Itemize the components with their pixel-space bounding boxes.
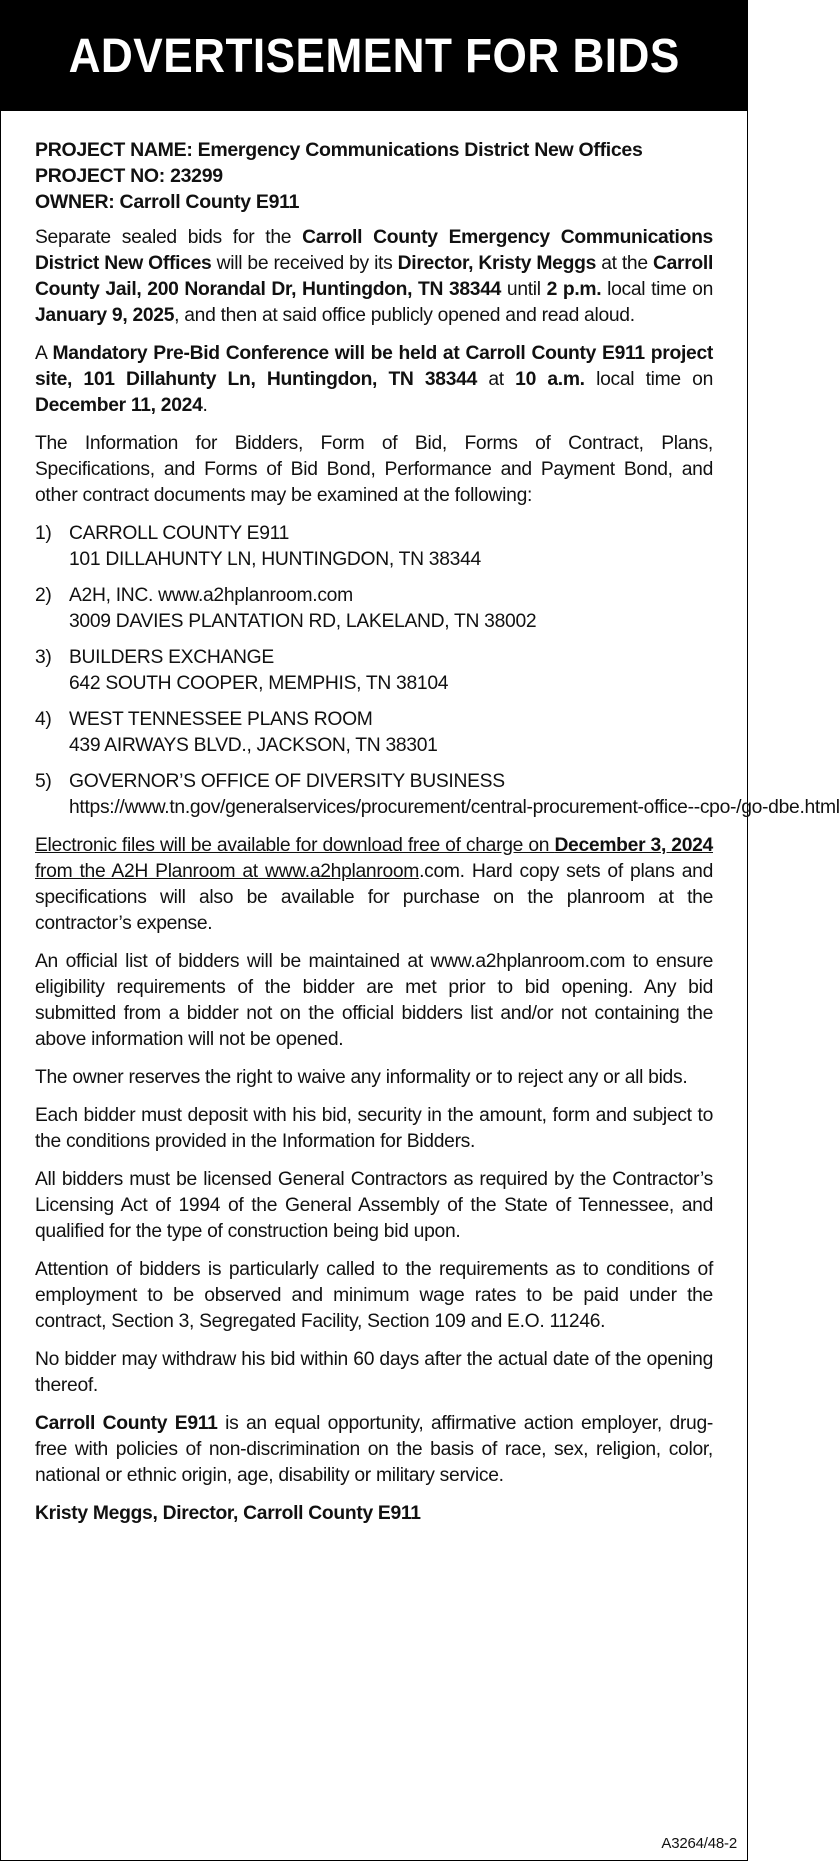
- owner-rights-paragraph: The owner reserves the right to waive any informality or to reject any or all bids.: [35, 1067, 688, 1088]
- project-header: [35, 137, 713, 215]
- documents-paragraph: The Information for Bidders, Form of Bid, Forms of Contract, Plans, Specifications, and Forms of Bid Bond, Performance and Payment Bond, and other contract documents may be examined at the following:: [35, 433, 713, 506]
- equal-opportunity-paragraph: Carroll County E911 is an equal opportunity, affirmative action employer, drug-free with policies of non-discrimination on the basis of race, sex, religion, color, national or ethnic origin, age, disability or military service.: [35, 1413, 713, 1486]
- bid-submission-paragraph: Separate sealed bids for the Carroll County Emergency Communications District New Offices will be received by its Director, Kristy Meggs at the Carroll County Jail, 200 Norandal Dr, Huntingdon, TN 38344 until 2 p.m. local time on January 9, 2025, and then at said office publicly opened and read aloud.: [35, 227, 714, 326]
- go-dbe-url: https://www.tn.gov/generalservices/procurement/central-procurement-office--cpo-/go-dbe.html: [69, 797, 840, 818]
- ad-code: A3264/48-2: [661, 1835, 737, 1852]
- official-bidders-paragraph: An official list of bidders will be maintained at www.a2hplanroom.com to ensure eligibility requirements of the bidder are met prior to bid opening. Any bid submitted from a bidder not on the official bidders list and/or not containing the above information will not be opened.: [35, 951, 713, 1050]
- employment-conditions-paragraph: Attention of bidders is particularly called to the requirements as to conditions of employment to be observed and minimum wage rates to be paid under the contract, Section 3, Segregated Facility, Section 109 and E.O. 11246.: [35, 1259, 713, 1332]
- list-item: 2) A2H, INC. www.a2hplanroom.com 3009 DAVIES PLANTATION RD, LAKELAND, TN 38002: [35, 585, 537, 632]
- document-locations-list: [35, 521, 840, 821]
- electronic-files-paragraph: Electronic files will be available for download free of charge on December 3, 2024 from the A2H Planroom at www.a2hplanroom.com. Hard copy sets of plans and specifications will also be available for purchase on the planroom at the contractor’s expense.: [35, 835, 713, 934]
- ad-body: [1, 111, 840, 1527]
- project-name: PROJECT NAME: Emergency Communications District New Offices: [35, 139, 643, 161]
- signature-line: Kristy Meggs, Director, Carroll County E911: [35, 1503, 421, 1524]
- ad-banner: [1, 1, 747, 111]
- ad-title: ADVERTISEMENT FOR BIDS: [68, 29, 680, 83]
- list-item: 5) GOVERNOR’S OFFICE OF DIVERSITY BUSINESS https://www.tn.gov/generalservices/procurement/central-procurement-office--cpo-/go-dbe.html: [35, 769, 713, 821]
- licensing-paragraph: All bidders must be licensed General Contractors as required by the Contractor’s Licensing Act of 1994 of the General Assembly of the State of Tennessee, and qualified for the type of construction being bid upon.: [35, 1169, 713, 1242]
- pre-bid-conference-paragraph: A Mandatory Pre-Bid Conference will be held at Carroll County E911 project site, 101 Dillahunty Ln, Huntingdon, TN 38344 at 10 a.m. local time on December 11, 2024.: [35, 343, 713, 416]
- list-item: 4) WEST TENNESSEE PLANS ROOM 439 AIRWAYS BLVD., JACKSON, TN 38301: [35, 709, 438, 756]
- list-item: 1) CARROLL COUNTY E911 101 DILLAHUNTY LN, HUNTINGDON, TN 38344: [35, 523, 481, 570]
- withdrawal-paragraph: No bidder may withdraw his bid within 60 days after the actual date of the opening thereof.: [35, 1349, 713, 1396]
- project-owner: OWNER: Carroll County E911: [35, 191, 300, 213]
- bid-security-paragraph: Each bidder must deposit with his bid, security in the amount, form and subject to the conditions provided in the Information for Bidders.: [35, 1105, 713, 1152]
- list-item: 3) BUILDERS EXCHANGE 642 SOUTH COOPER, MEMPHIS, TN 38104: [35, 647, 449, 694]
- project-number: PROJECT NO: 23299: [35, 165, 223, 187]
